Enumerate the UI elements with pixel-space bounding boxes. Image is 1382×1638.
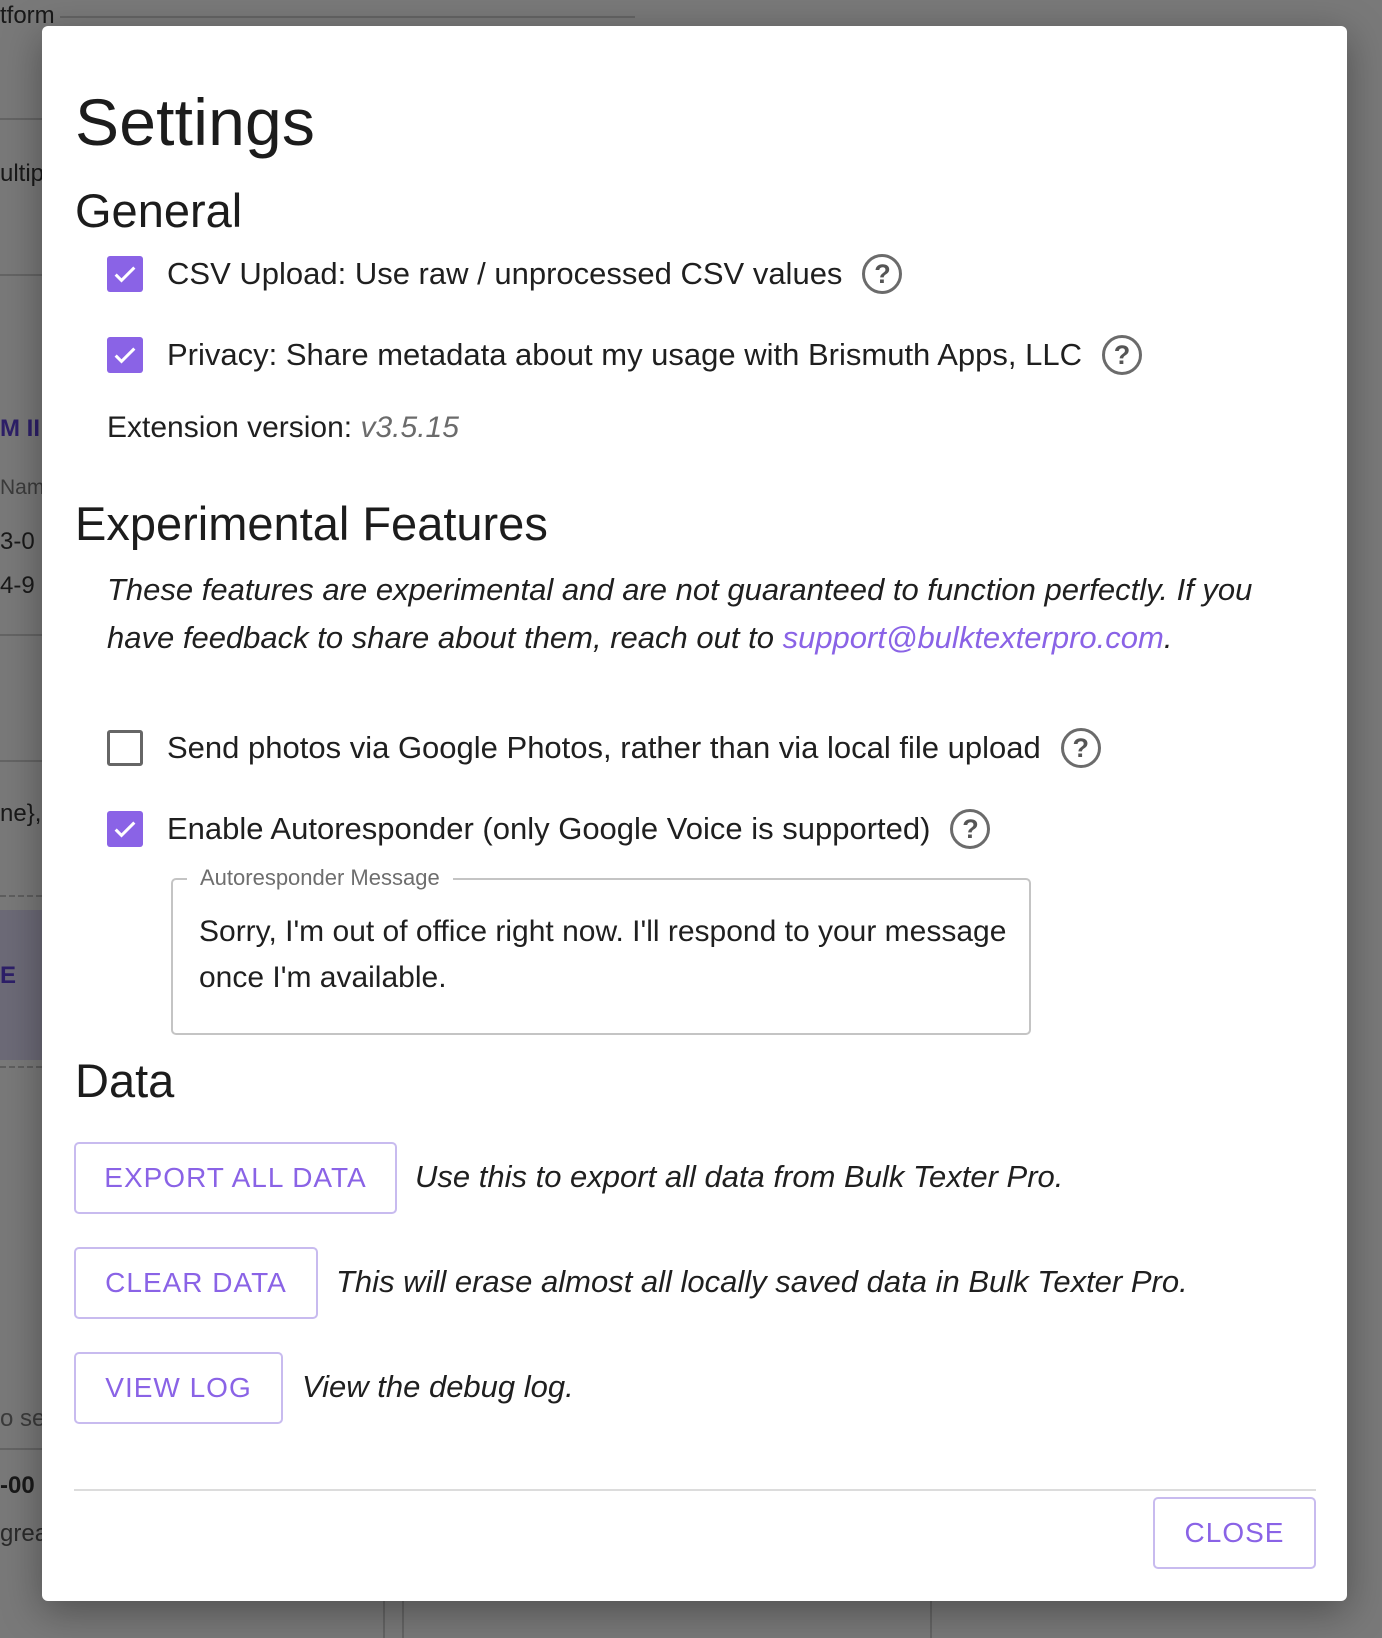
experimental-description: [107, 566, 1267, 662]
autoresponder-message-input[interactable]: Sorry, I'm out of office right now. I'll respond to your message once I'm available.: [199, 915, 1007, 994]
autoresponder-label: Enable Autoresponder (only Google Voice is supported): [167, 811, 931, 846]
general-heading: General: [75, 184, 243, 237]
google-photos-label: Send photos via Google Photos, rather than via local file upload: [167, 730, 1041, 765]
google-photos-option[interactable]: [107, 726, 1101, 770]
dialog-divider: [74, 1489, 1316, 1491]
clear-data-button[interactable]: CLEAR DATA: [74, 1247, 318, 1319]
checkmark-icon: [111, 815, 139, 843]
view-log-button[interactable]: VIEW LOG: [74, 1352, 283, 1424]
experimental-heading: Experimental Features: [75, 497, 548, 550]
export-description: Use this to export all data from Bulk Texter Pro.: [415, 1159, 1064, 1194]
csv-upload-label: CSV Upload: Use raw / unprocessed CSV values: [167, 256, 843, 291]
autoresponder-checkbox[interactable]: [107, 811, 143, 847]
csv-upload-checkbox[interactable]: [107, 256, 143, 292]
period: .: [1163, 620, 1173, 655]
extension-version: [107, 411, 459, 445]
csv-upload-option[interactable]: [107, 252, 902, 296]
dialog-title: Settings: [75, 85, 316, 159]
autoresponder-message-label: Autoresponder Message: [187, 865, 453, 891]
help-icon[interactable]: ?: [1102, 335, 1142, 375]
autoresponder-message-field[interactable]: [171, 865, 1031, 1035]
help-icon[interactable]: ?: [950, 809, 990, 849]
autoresponder-option[interactable]: [107, 807, 990, 851]
export-all-data-button[interactable]: EXPORT ALL DATA: [74, 1142, 397, 1214]
data-heading: Data: [75, 1054, 175, 1107]
checkmark-icon: [111, 341, 139, 369]
checkmark-icon: [111, 260, 139, 288]
privacy-checkbox[interactable]: [107, 337, 143, 373]
help-icon[interactable]: ?: [862, 254, 902, 294]
view-log-description: View the debug log.: [302, 1369, 574, 1404]
version-label: Extension version:: [107, 411, 353, 444]
help-icon[interactable]: ?: [1061, 728, 1101, 768]
privacy-option[interactable]: [107, 333, 1142, 377]
privacy-label: Privacy: Share metadata about my usage with Brismuth Apps, LLC: [167, 337, 1082, 372]
support-email-link[interactable]: support@bulktexterpro.com: [782, 620, 1164, 655]
experimental-description-text: These features are experimental and are not guaranteed to function perfectly. If you have feedback to share about them, reach out to: [107, 572, 1253, 655]
settings-dialog: [42, 26, 1347, 1601]
clear-description: This will erase almost all locally saved data in Bulk Texter Pro.: [336, 1264, 1188, 1299]
version-value: v3.5.15: [360, 411, 459, 444]
google-photos-checkbox[interactable]: [107, 730, 143, 766]
close-button[interactable]: CLOSE: [1153, 1497, 1316, 1569]
